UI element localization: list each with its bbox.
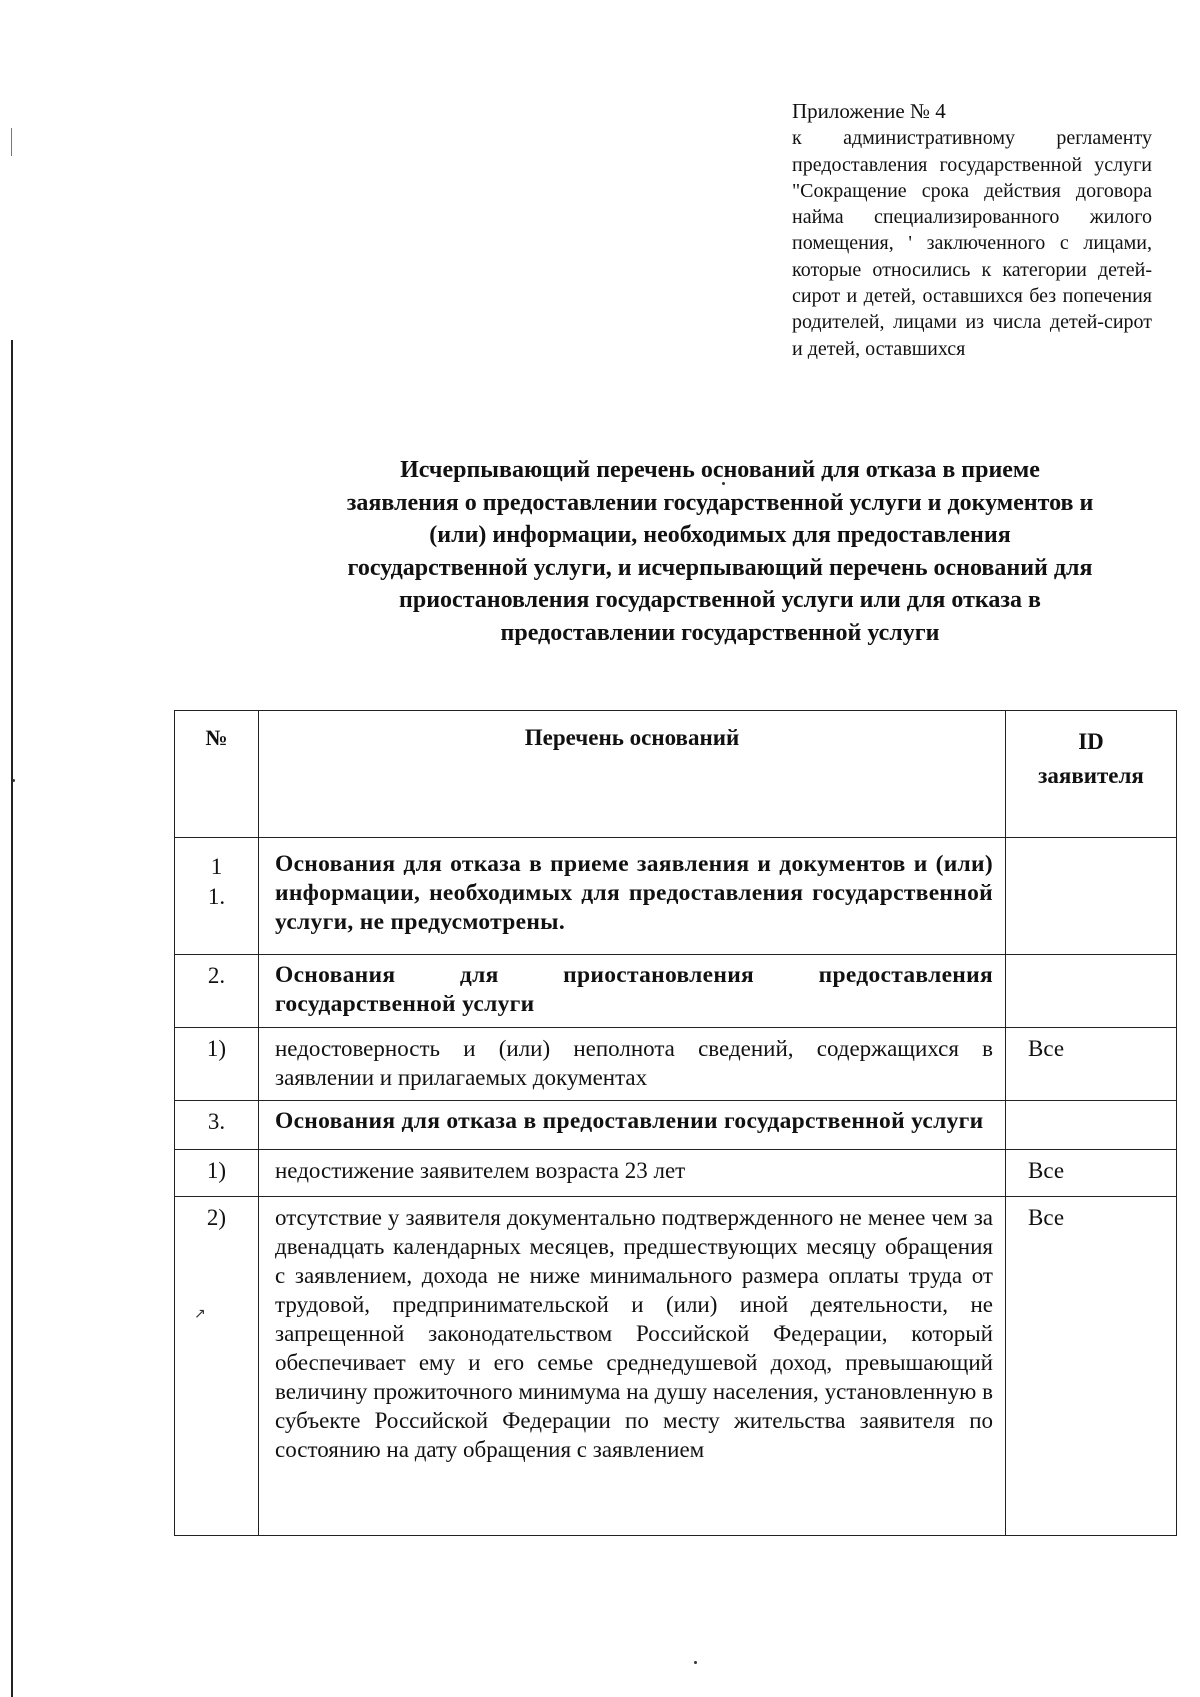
row-text: недостоверность и (или) неполнота сведений, содержащихся в заявлении и прилагаемых документах	[259, 1028, 1006, 1101]
row-number: 2.	[175, 955, 259, 1028]
table-row-section	[175, 955, 1177, 1028]
row-applicant-id: Все	[1006, 1150, 1177, 1197]
heading-line: приостановления государственной услуги или для отказа в	[399, 587, 1041, 613]
header-id-line1: ID	[1078, 729, 1104, 754]
row-number: 2)	[175, 1197, 259, 1536]
row-applicant-id: Все	[1006, 1028, 1177, 1101]
table-header-row	[175, 711, 1177, 838]
appendix-block	[792, 98, 1152, 362]
header-number: №	[175, 711, 259, 838]
heading-line: Исчерпывающий перечень оснований для отказа в приеме	[400, 457, 1040, 483]
reasons-table	[174, 710, 1177, 1536]
row-applicant-id	[1006, 838, 1177, 955]
row-applicant-id	[1006, 1101, 1177, 1150]
heading-line: заявления о предоставлении государственной услуги и документов и	[346, 489, 1094, 516]
row-applicant-id: Все	[1006, 1197, 1177, 1536]
row-number-line1: 1	[210, 854, 223, 879]
table-row-section	[175, 1101, 1177, 1150]
table-row-section	[175, 838, 1177, 955]
header-applicant-id	[1006, 711, 1177, 838]
heading-line: (или) информации, необходимых для предоставления	[429, 522, 1011, 548]
row-number: 1)	[175, 1028, 259, 1101]
handwritten-mark: ↗	[194, 1306, 206, 1322]
appendix-title: Приложение № 4	[792, 99, 946, 123]
header-reasons: Перечень оснований	[259, 711, 1006, 838]
heading-line: предоставлении государственной услуги	[500, 619, 940, 646]
row-text: недостижение заявителем возраста 23 лет	[259, 1150, 1006, 1197]
appendix-body: к административному регламенту предоставления государственной услуги "Сокращение срока действия договора найма специализированного жилого помещения, ' заключенного с лицами, которые относились к категории детей-сирот и детей, оставшихся без попечения родителей, лицами из числа детей-сирот и детей, оставшихся	[792, 127, 1152, 360]
row-number: 3.	[175, 1101, 259, 1150]
row-number-line2: 1.	[207, 884, 226, 909]
reasons-table-wrapper	[174, 710, 1176, 1536]
table-row	[175, 1028, 1177, 1101]
heading-line: государственной услуги, и исчерпывающий перечень оснований для	[347, 554, 1093, 581]
document-heading	[270, 454, 1170, 649]
row-number: 1)	[175, 1150, 259, 1197]
header-id-line2: заявителя	[1038, 763, 1144, 788]
row-text: Основания для приостановления предоставления государственной услуги	[259, 955, 1006, 1028]
row-applicant-id	[1006, 955, 1177, 1028]
scan-artifact-dot	[12, 779, 15, 782]
table-row	[175, 1150, 1177, 1197]
scan-artifact-line	[11, 128, 12, 156]
row-text: Основания для отказа в приеме заявления и документов и (или) информации, необходимых для предоставления государственной услуги, не предусмотрены.	[259, 838, 1006, 955]
scan-artifact-edge	[11, 340, 13, 1697]
row-text: Основания для отказа в предоставлении государственной услуги	[259, 1101, 1006, 1150]
table-row	[175, 1197, 1177, 1536]
row-number	[175, 838, 259, 955]
row-text: отсутствие у заявителя документально подтвержденного не менее чем за двенадцать календарных месяцев, предшествующих месяцу обращения с заявлением, дохода не ниже минимального размера оплаты труда от трудовой, предпринимательской и (или) иной деятельности, не запрещенной законодательством Российской Федерации, который обеспечивает ему и его семье среднедушевой доход, превышающий величину прожиточного минимума на душу населения, установленную в субъекте Российской Федерации по месту жительства заявителя по состоянию на дату обращения с заявлением	[259, 1197, 1006, 1536]
scan-artifact-dot	[694, 1661, 697, 1664]
